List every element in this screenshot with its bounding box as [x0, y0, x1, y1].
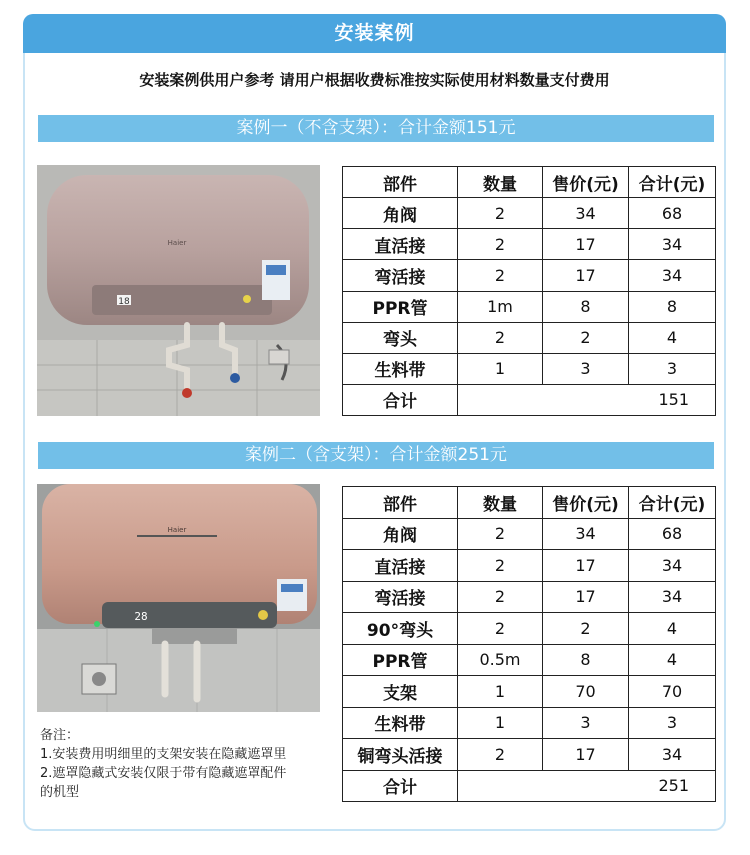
table-header-row — [343, 487, 716, 519]
part-price: 3 — [543, 707, 629, 739]
part-qty: 2 — [458, 739, 543, 771]
part-price: 3 — [543, 353, 629, 384]
table-row — [343, 644, 716, 676]
heater-brand-2: Haier — [167, 526, 187, 534]
heater-display-1: 18 — [118, 297, 130, 307]
part-total: 4 — [629, 322, 716, 353]
col-header-qty: 数量 — [458, 487, 543, 519]
part-name: 角阀 — [343, 518, 458, 550]
part-price: 17 — [543, 581, 629, 613]
case1-title: 案例一（不含支架）：合计金额151元 — [38, 115, 714, 142]
col-header-price: 售价(元) — [543, 167, 629, 198]
part-total: 70 — [629, 676, 716, 708]
case2-table — [342, 486, 716, 802]
part-name: 弯活接 — [343, 581, 458, 613]
part-price: 2 — [543, 322, 629, 353]
notes-line: 1.安装费用明细里的支架安装在隐藏遮罩里 — [40, 747, 287, 762]
part-name: 直活接 — [343, 229, 458, 260]
part-qty: 2 — [458, 518, 543, 550]
part-name: PPR管 — [343, 291, 458, 322]
part-name: PPR管 — [343, 644, 458, 676]
sum-value: 151 — [458, 384, 716, 415]
part-total: 4 — [629, 613, 716, 645]
table-row — [343, 229, 716, 260]
part-name: 90°弯头 — [343, 613, 458, 645]
part-name: 生料带 — [343, 353, 458, 384]
part-qty: 2 — [458, 322, 543, 353]
table-row — [343, 260, 716, 291]
sum-value: 251 — [458, 770, 716, 802]
part-price: 34 — [543, 198, 629, 229]
notes-line: 的机型 — [40, 785, 80, 800]
part-qty: 1m — [458, 291, 543, 322]
part-total: 8 — [629, 291, 716, 322]
col-header-price: 售价(元) — [543, 487, 629, 519]
table-row — [343, 707, 716, 739]
part-total: 34 — [629, 260, 716, 291]
part-qty: 0.5m — [458, 644, 543, 676]
part-total: 34 — [629, 229, 716, 260]
table-header-row — [343, 167, 716, 198]
part-qty: 2 — [458, 550, 543, 582]
table-row — [343, 550, 716, 582]
table-row — [343, 613, 716, 645]
table-row — [343, 291, 716, 322]
table-row — [343, 581, 716, 613]
intro-text: 安装案例供用户参考 请用户根据收费标准按实际使用材料数量支付费用 — [139, 71, 610, 89]
table-row — [343, 739, 716, 771]
part-price: 34 — [543, 518, 629, 550]
part-total: 4 — [629, 644, 716, 676]
table-total-row — [343, 770, 716, 802]
sum-label: 合计 — [343, 770, 458, 802]
part-qty: 1 — [458, 676, 543, 708]
part-qty: 2 — [458, 581, 543, 613]
part-price: 17 — [543, 739, 629, 771]
part-total: 68 — [629, 198, 716, 229]
part-price: 2 — [543, 613, 629, 645]
notes — [40, 726, 286, 802]
table-row — [343, 198, 716, 229]
part-qty: 2 — [458, 229, 543, 260]
part-qty: 2 — [458, 198, 543, 229]
col-header-part: 部件 — [343, 487, 458, 519]
notes-title: 备注： — [40, 728, 80, 743]
part-qty: 1 — [458, 707, 543, 739]
part-name: 铜弯头活接 — [343, 739, 458, 771]
part-total: 3 — [629, 353, 716, 384]
part-price: 70 — [543, 676, 629, 708]
heater-brand-1: Haier — [167, 239, 187, 247]
part-name: 生料带 — [343, 707, 458, 739]
part-name: 弯活接 — [343, 260, 458, 291]
col-header-qty: 数量 — [458, 167, 543, 198]
water-heater-photo-2 — [37, 484, 320, 712]
page-title: 安装案例 — [23, 14, 726, 53]
heater-display-2: 28 — [134, 610, 148, 623]
case1-photo — [37, 165, 320, 416]
col-header-total: 合计(元) — [629, 487, 716, 519]
part-total: 3 — [629, 707, 716, 739]
table-row — [343, 353, 716, 384]
part-price: 17 — [543, 229, 629, 260]
part-name: 角阀 — [343, 198, 458, 229]
part-total: 34 — [629, 550, 716, 582]
col-header-total: 合计(元) — [629, 167, 716, 198]
part-qty: 1 — [458, 353, 543, 384]
table-row — [343, 518, 716, 550]
table-row — [343, 676, 716, 708]
part-total: 34 — [629, 581, 716, 613]
part-price: 17 — [543, 550, 629, 582]
part-price: 8 — [543, 291, 629, 322]
table-total-row — [343, 384, 716, 415]
part-name: 直活接 — [343, 550, 458, 582]
part-total: 34 — [629, 739, 716, 771]
part-name: 支架 — [343, 676, 458, 708]
part-price: 17 — [543, 260, 629, 291]
water-heater-photo-1 — [37, 165, 320, 416]
part-price: 8 — [543, 644, 629, 676]
case1-table — [342, 166, 716, 416]
part-name: 弯头 — [343, 322, 458, 353]
sum-label: 合计 — [343, 384, 458, 415]
table-row — [343, 322, 716, 353]
part-total: 68 — [629, 518, 716, 550]
col-header-part: 部件 — [343, 167, 458, 198]
notes-line: 2.遮罩隐藏式安装仅限于带有隐藏遮罩配件 — [40, 766, 287, 781]
case2-photo — [37, 484, 320, 712]
part-qty: 2 — [458, 260, 543, 291]
part-qty: 2 — [458, 613, 543, 645]
case2-title: 案例二（含支架）：合计金额251元 — [38, 442, 714, 469]
